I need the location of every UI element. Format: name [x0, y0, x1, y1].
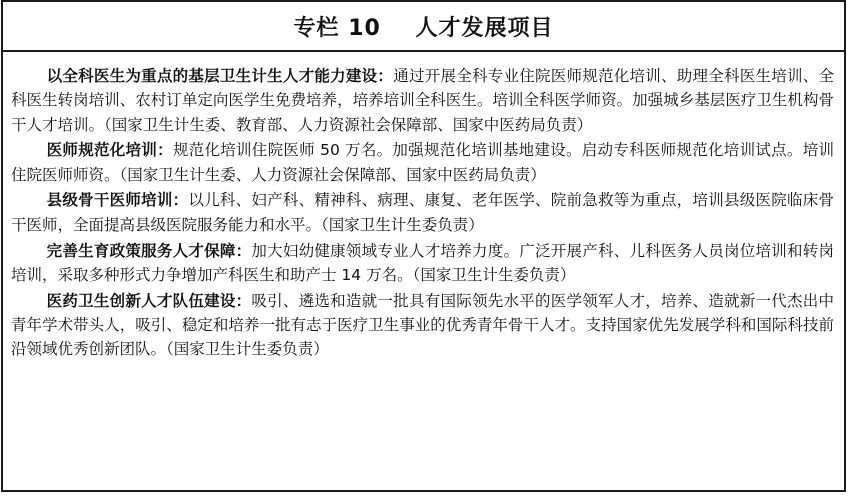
project-name: 医药卫生创新人才队伍建设： — [46, 291, 252, 310]
project-name: 以全科医生为重点的基层卫生计生人才能力建设： — [46, 67, 394, 85]
project-name: 县级骨干医师培训： — [46, 191, 189, 210]
project-description: 规范化培训住院医师 50 万名。加强规范化培训基地建设。启动专科医师规范化培训试点。培训住院医师师资。（国家卫生计生委、人力资源社会保障部、国家中医药局负责） — [11, 141, 834, 184]
project-paragraph — [11, 138, 834, 187]
project-paragraph — [11, 64, 834, 137]
project-description: 以儿科、妇产科、精神科、病理、康复、老年医学、院前急救等为重点，培训县级医院临床骨干医师，全面提高县级医院服务能力和水平。（国家卫生计生委负责） — [11, 191, 834, 234]
column-content — [11, 64, 834, 363]
project-name: 医师规范化培训： — [46, 141, 173, 160]
project-paragraph — [11, 239, 834, 288]
project-description: 通过开展全科专业住院医师规范化培训、助理全科医生培训、全科医生转岗培训、农村订单定向医学生免费培养，培养培训全科医生。培训全科医学师资。加强城乡基层医疗卫生机构骨干人才培训。（国家卫生计生委、教育部、人力资源社会保障部、国家中医药局负责） — [11, 67, 834, 134]
title-bar — [3, 2, 844, 52]
project-name: 完善生育政策服务人才保障： — [46, 241, 252, 260]
column-title: 专栏 10 人才发展项目 — [293, 15, 554, 41]
project-paragraph — [11, 289, 834, 362]
project-paragraph — [11, 188, 834, 237]
project-description: 加大妇幼健康领域专业人才培养力度。广泛开展产科、儿科医务人员岗位培训和转岗培训，采取多种形式力争增加产科医生和助产士 14 万名。（国家卫生计生委负责） — [11, 241, 834, 284]
column-box — [1, 0, 846, 492]
project-description: 吸引、遴选和造就一批具有国际领先水平的医学领军人才，培养、造就新一代杰出中青年学术带头人，吸引、稳定和培养一批有志于医疗卫生事业的优秀青年骨干人才。支持国家优先发展学科和国际科技前沿领域优秀创新团队。（国家卫生计生委负责） — [11, 291, 834, 359]
